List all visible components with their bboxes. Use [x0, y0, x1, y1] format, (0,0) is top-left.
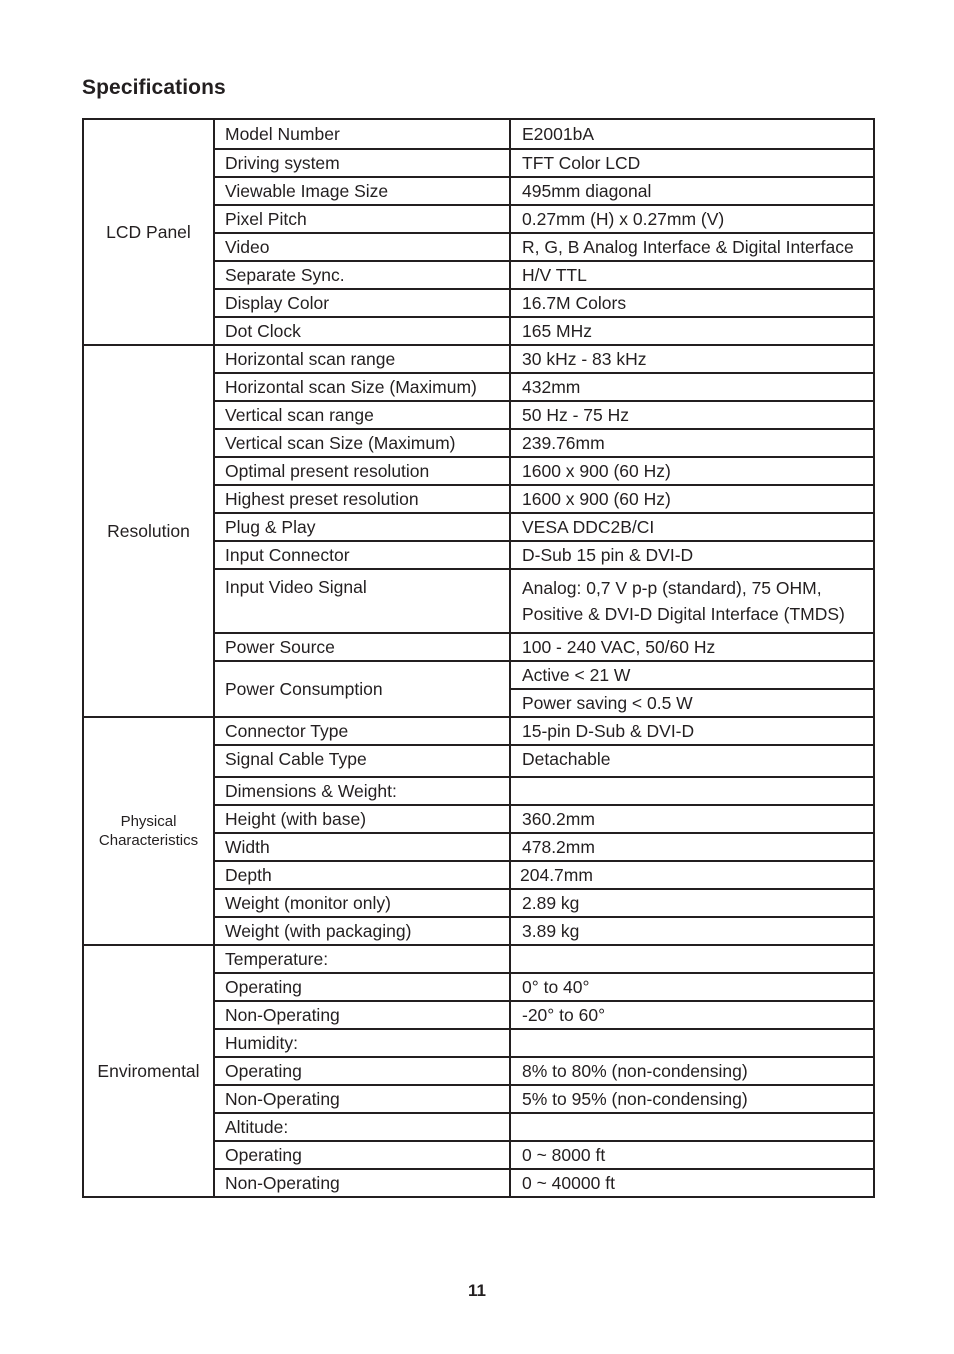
spec-value-line: Positive & DVI-D Digital Interface (TMDS) — [522, 604, 845, 624]
page-title: Specifications — [82, 76, 226, 99]
spec-value — [510, 569, 874, 633]
spec-label: Non-Operating — [214, 1001, 510, 1029]
spec-label: Weight (with packaging) — [214, 917, 510, 945]
spec-label: Driving system — [214, 149, 510, 177]
spec-label: Input Video Signal — [214, 569, 510, 633]
spec-label: Optimal present resolution — [214, 457, 510, 485]
spec-label: Input Connector — [214, 541, 510, 569]
spec-value: -20° to 60° — [510, 1001, 874, 1029]
spec-value: 3.89 kg — [510, 917, 874, 945]
spec-value: 2.89 kg — [510, 889, 874, 917]
spec-label: Vertical scan range — [214, 401, 510, 429]
spec-label: Separate Sync. — [214, 261, 510, 289]
spec-value: 0.27mm (H) x 0.27mm (V) — [510, 205, 874, 233]
table-row — [83, 119, 874, 149]
spec-value — [510, 1113, 874, 1141]
spec-value: 8% to 80% (non-condensing) — [510, 1057, 874, 1085]
spec-label: Plug & Play — [214, 513, 510, 541]
spec-label: Signal Cable Type — [214, 745, 510, 777]
spec-label: Horizontal scan range — [214, 345, 510, 373]
spec-value: VESA DDC2B/CI — [510, 513, 874, 541]
spec-label: Operating — [214, 1057, 510, 1085]
spec-value: 0° to 40° — [510, 973, 874, 1001]
spec-label: Video — [214, 233, 510, 261]
spec-label: Model Number — [214, 119, 510, 149]
category-physical-characteristics — [83, 717, 214, 945]
table-row — [83, 945, 874, 973]
specifications-table — [82, 118, 875, 1198]
spec-value: 204.7mm — [510, 861, 874, 889]
spec-label: Dimensions & Weight: — [214, 777, 510, 805]
spec-value: 1600 x 900 (60 Hz) — [510, 457, 874, 485]
spec-label: Depth — [214, 861, 510, 889]
spec-label: Temperature: — [214, 945, 510, 973]
spec-value — [510, 945, 874, 973]
category-label-line: Physical — [120, 813, 177, 830]
category-environmental: Enviromental — [83, 945, 214, 1197]
spec-label: Height (with base) — [214, 805, 510, 833]
spec-value: 239.76mm — [510, 429, 874, 457]
spec-label: Non-Operating — [214, 1169, 510, 1197]
spec-value: 5% to 95% (non-condensing) — [510, 1085, 874, 1113]
spec-label: Non-Operating — [214, 1085, 510, 1113]
spec-label: Display Color — [214, 289, 510, 317]
spec-value: 432mm — [510, 373, 874, 401]
spec-label: Horizontal scan Size (Maximum) — [214, 373, 510, 401]
spec-label: Power Consumption — [214, 661, 510, 717]
spec-label: Vertical scan Size (Maximum) — [214, 429, 510, 457]
table-row — [83, 345, 874, 373]
spec-value: 0 ~ 40000 ft — [510, 1169, 874, 1197]
spec-value: Detachable — [510, 745, 874, 777]
spec-label: Pixel Pitch — [214, 205, 510, 233]
spec-value: 15-pin D-Sub & DVI-D — [510, 717, 874, 745]
spec-value: 478.2mm — [510, 833, 874, 861]
spec-label: Altitude: — [214, 1113, 510, 1141]
category-label-line: Characteristics — [98, 832, 199, 849]
spec-label: Operating — [214, 973, 510, 1001]
spec-value — [510, 777, 874, 805]
spec-value: H/V TTL — [510, 261, 874, 289]
spec-value: 1600 x 900 (60 Hz) — [510, 485, 874, 513]
spec-value: Power saving < 0.5 W — [510, 689, 874, 717]
spec-value: TFT Color LCD — [510, 149, 874, 177]
spec-value: 165 MHz — [510, 317, 874, 345]
spec-label: Weight (monitor only) — [214, 889, 510, 917]
spec-label: Humidity: — [214, 1029, 510, 1057]
spec-value: 495mm diagonal — [510, 177, 874, 205]
table-row — [83, 717, 874, 745]
spec-value: E2001bA — [510, 119, 874, 149]
spec-value: 100 - 240 VAC, 50/60 Hz — [510, 633, 874, 661]
spec-value: 0 ~ 8000 ft — [510, 1141, 874, 1169]
spec-value: 360.2mm — [510, 805, 874, 833]
spec-label: Connector Type — [214, 717, 510, 745]
spec-value: Active < 21 W — [510, 661, 874, 689]
spec-value: R, G, B Analog Interface & Digital Interface — [510, 233, 874, 261]
spec-label: Highest preset resolution — [214, 485, 510, 513]
spec-label: Power Source — [214, 633, 510, 661]
spec-value: 30 kHz - 83 kHz — [510, 345, 874, 373]
spec-label: Width — [214, 833, 510, 861]
spec-value: 16.7M Colors — [510, 289, 874, 317]
spec-value — [510, 1029, 874, 1057]
spec-value-line: Analog: 0,7 V p-p (standard), 75 OHM, — [522, 578, 822, 598]
category-resolution: Resolution — [83, 345, 214, 717]
category-lcd-panel: LCD Panel — [83, 119, 214, 345]
spec-value: D-Sub 15 pin & DVI-D — [510, 541, 874, 569]
spec-label: Operating — [214, 1141, 510, 1169]
spec-value: 50 Hz - 75 Hz — [510, 401, 874, 429]
spec-label: Viewable Image Size — [214, 177, 510, 205]
spec-label: Dot Clock — [214, 317, 510, 345]
page-number: 11 — [468, 1281, 486, 1300]
